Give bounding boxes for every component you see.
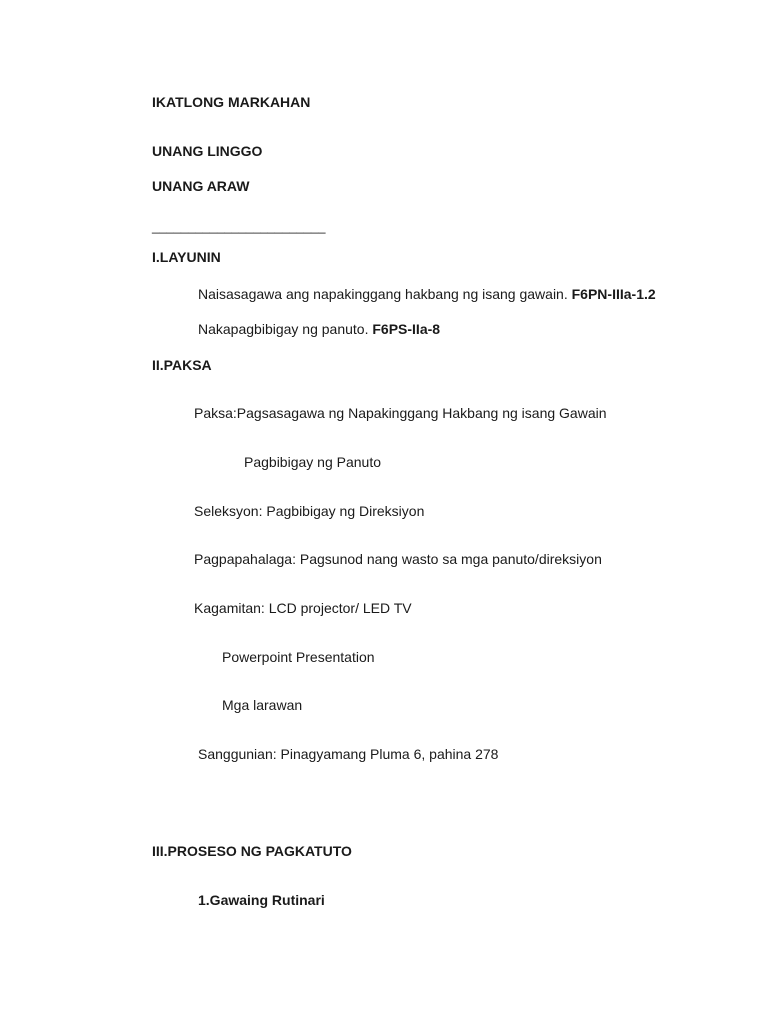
separator-line: ________________________ <box>152 219 326 234</box>
kagamitan-item: Powerpoint Presentation <box>222 649 375 665</box>
process-heading: III.PROSESO NG PAGKATUTO <box>152 843 352 859</box>
paksa-line: Paksa:Pagsasagawa ng Napakinggang Hakbang ng isang Gawain <box>194 405 607 421</box>
objectives-heading: I.LAYUNIN <box>152 249 221 265</box>
quarter-heading: IKATLONG MARKAHAN <box>152 94 311 110</box>
kagamitan-item: Mga larawan <box>222 697 303 713</box>
process-step: 1.Gawaing Rutinari <box>198 892 325 908</box>
competency-code: F6PN-IIIa-1.2 <box>571 286 656 302</box>
day-heading: UNANG ARAW <box>152 178 250 194</box>
pagpapahalaga-line: Pagpapahalaga: Pagsunod nang wasto sa mga panuto/direksiyon <box>194 551 602 567</box>
objective-item <box>198 320 440 338</box>
kagamitan-line: Kagamitan: LCD projector/ LED TV <box>194 600 412 616</box>
sanggunian-line: Sanggunian: Pinagyamang Pluma 6, pahina 278 <box>198 746 499 762</box>
competency-code: F6PS-IIa-8 <box>372 321 441 337</box>
objective-text: Naisasagawa ang napakinggang hakbang ng isang gawain. <box>198 286 572 302</box>
paksa-continuation: Pagbibigay ng Panuto <box>244 454 381 470</box>
week-heading: UNANG LINGGO <box>152 143 263 159</box>
subject-heading: II.PAKSA <box>152 357 212 373</box>
objective-item <box>198 285 656 303</box>
seleksyon-line: Seleksyon: Pagbibigay ng Direksiyon <box>194 503 425 519</box>
objective-text: Nakapagbibigay ng panuto. <box>198 321 373 337</box>
